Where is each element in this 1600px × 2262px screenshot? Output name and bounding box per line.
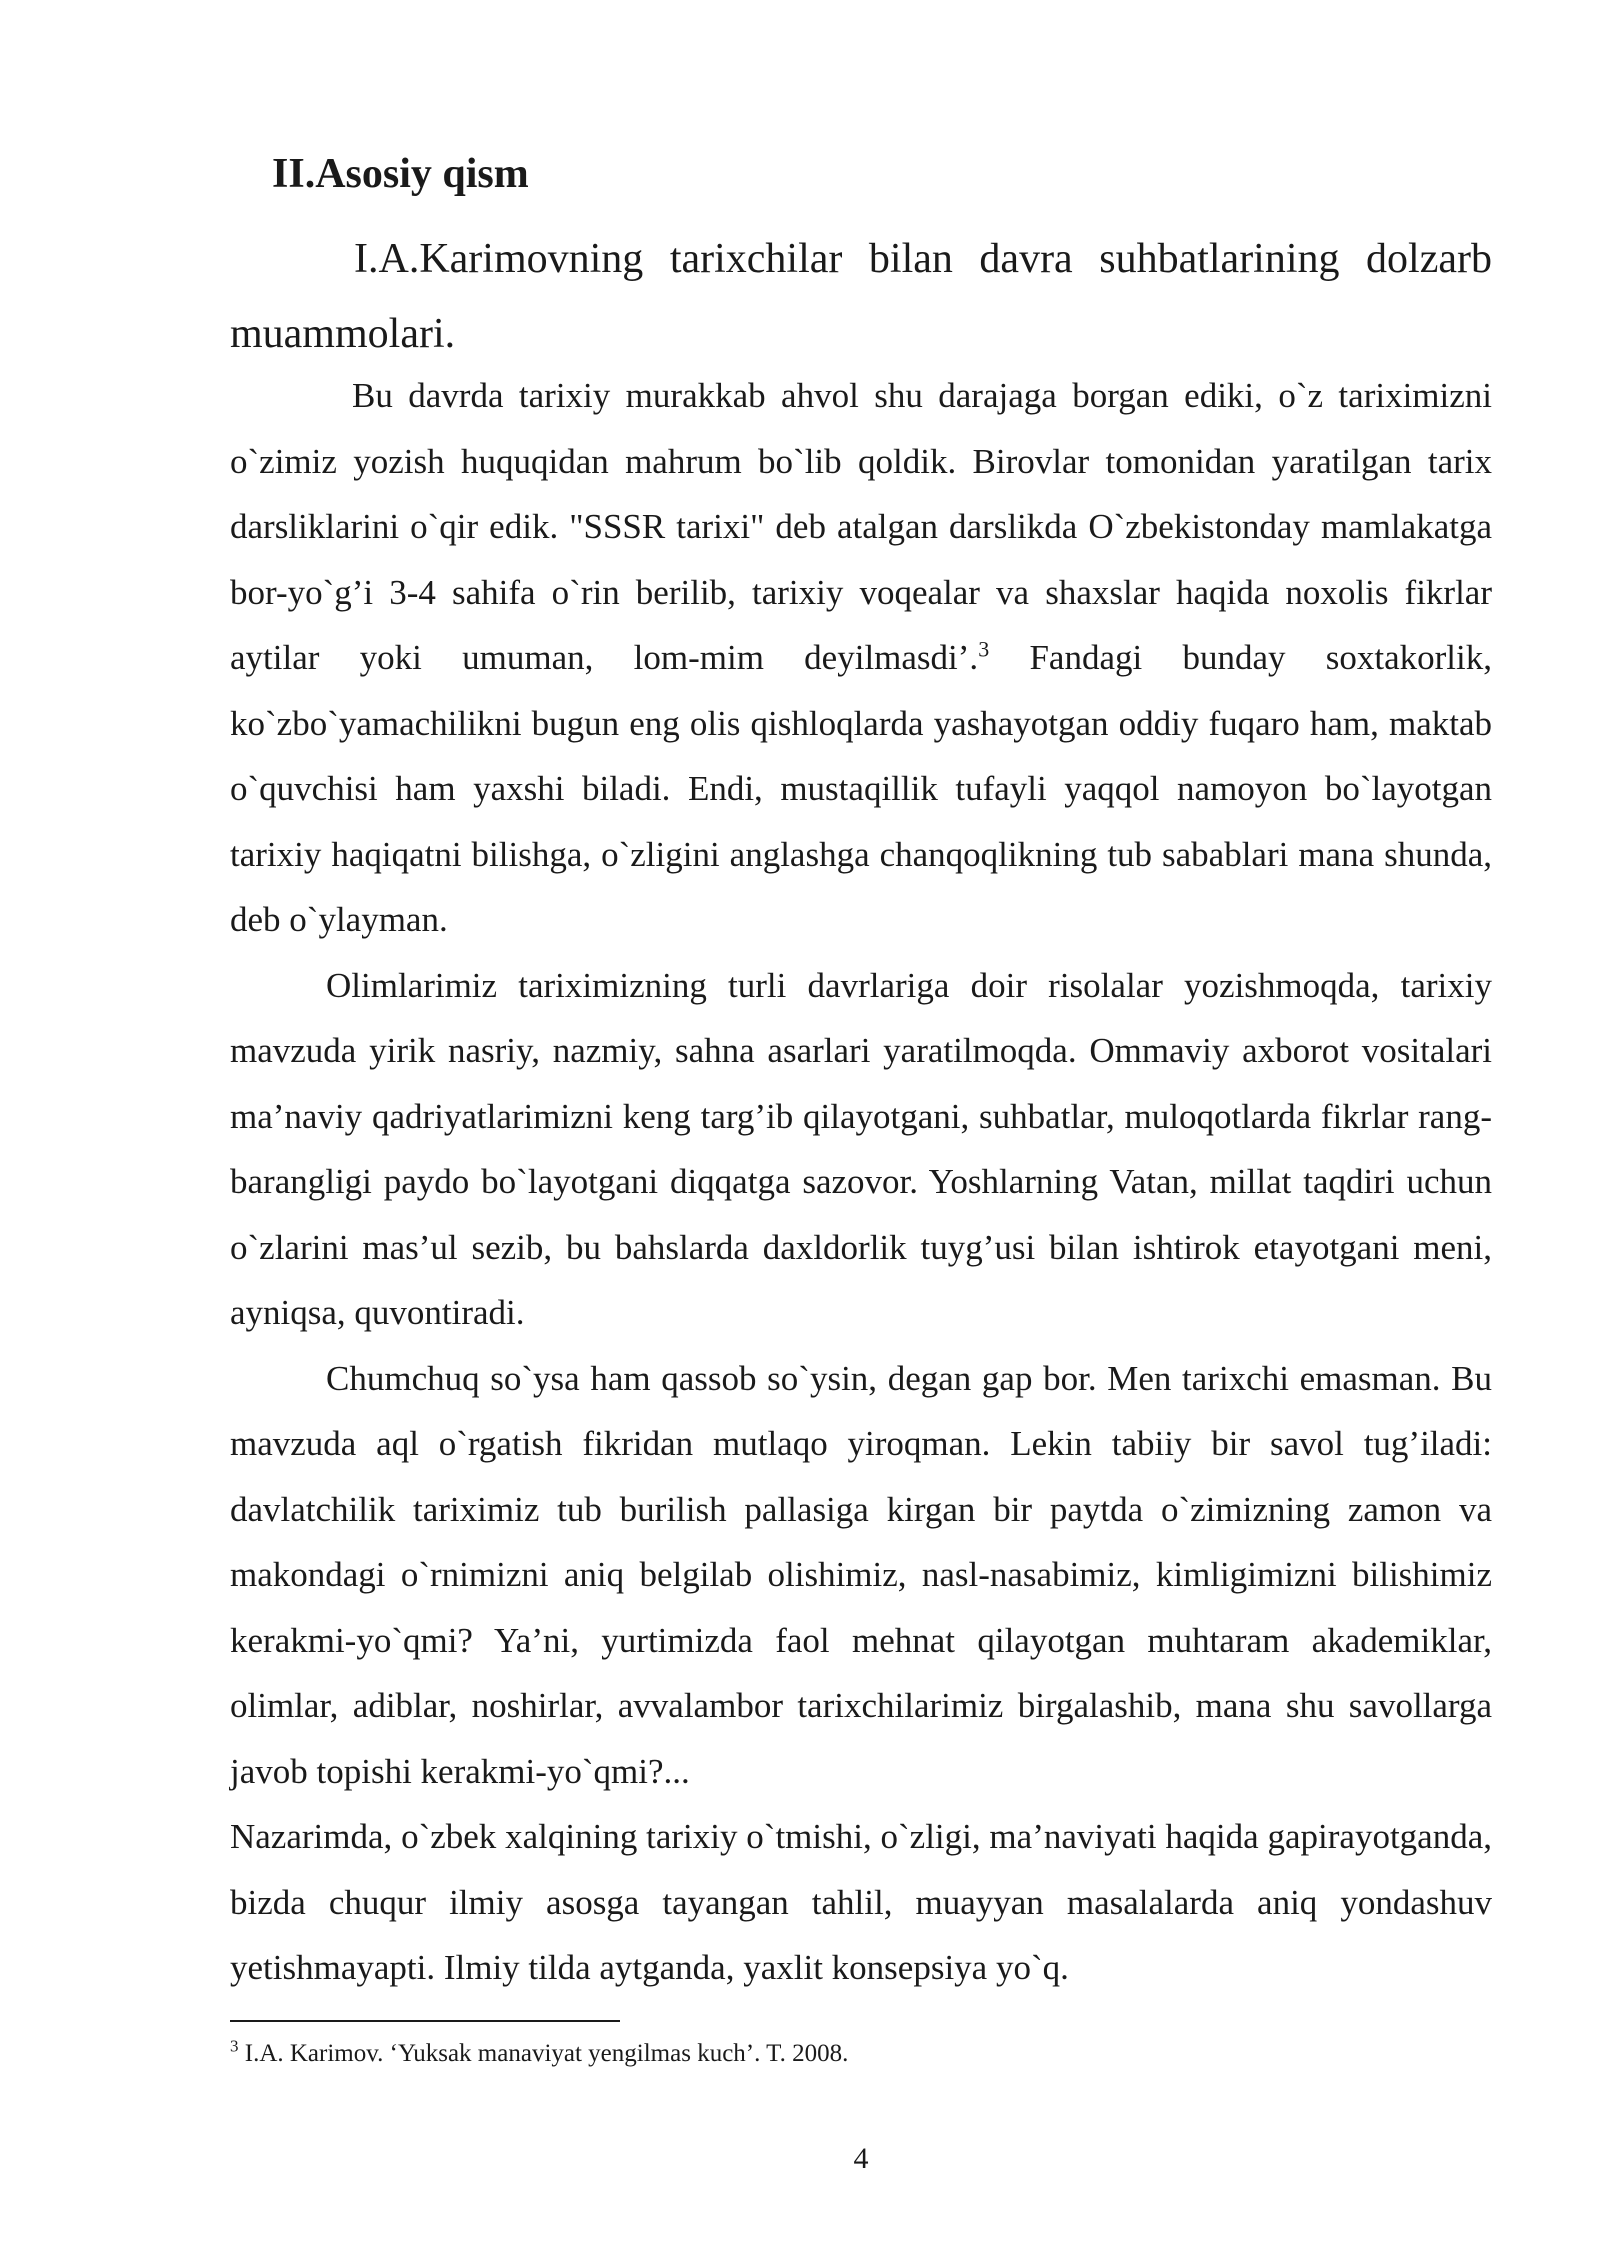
paragraph-4: Nazarimda, o`zbek xalqining tarixiy o`tmishi, o`zligi, ma’naviyati haqida gapirayotganda, bizda chuqur ilmiy asosga tayangan tahlil, muayyan masalalarda aniq yondashuv yetishmayapti. Ilmiy tilda aytganda, yaxlit konsepsiya yo`q. — [230, 1817, 1492, 1987]
paragraph-1-tail: Fandagi bunday soxtakorlik, ko`zbo`yamachilikni bugun eng olis qishloqlarda yashayotgan oddiy fuqaro ham, maktab o`quvchisi ham yaxshi biladi. Endi, mustaqillik tufayli yaqqol namoyon bo`layotgan tarixiy haqiqatni bilishga, o`zligini anglashga chanqoqlikning tub sabablari mana shunda, deb o`ylayman. — [230, 638, 1493, 939]
paragraph-3: Chumchuq so`ysa ham qassob so`ysin, degan gap bor. Men tarixchi emasman. Bu mavzuda aql o`rgatish fikridan mutlaqo yiroqman. Lekin tabiiy bir savol tug’iladi: davlatchilik tariximiz tub burilish pallasiga kirgan bir paytda o`zimizning zamon va makondagi o`rnimizni aniq belgilab olishimiz, nasl-nasabimiz, kimligimizni bilishimiz kerakmi-yo`qmi? Ya’ni, yurtimizda faol mehnat qilayotgan muhtaram akademiklar, olimlar, adiblar, noshirlar, avvalambor tarixchilarimiz birgalashib, mana shu savollarga javob topishi kerakmi-yo`qmi?... — [230, 1358, 1492, 1791]
section-subtitle: I.A.Karimovning tarixchilar bilan davra suhbatlarining dolzarb muammolari. — [230, 236, 1492, 357]
footnote-divider — [230, 2020, 620, 2022]
paragraph-2: Olimlarimiz tariximizning turli davrlariga doir risolalar yozishmoqda, tarixiy mavzuda yirik nasriy, nazmiy, sahna asarlari yaratilmoqda. Ommaviy axborot vositalari ma’naviy qadriyatlarimizni keng targ’ib qilayotgani, suhbatlar, muloqotlarda fikrlar rang-barangligi paydo bo`layotgani diqqatga sazovor. Yoshlarning Vatan, millat taqdiri uchun o`zlarini mas’ul sezib, bu bahslarda daxldorlik tuyg’usi bilan ishtirok etayotgani meni, ayniqsa, quvontiradi. — [230, 965, 1492, 1332]
page-number: 4 — [853, 2142, 869, 2175]
paragraph-1-text: Bu davrda tarixiy murakkab ahvol shu darajaga borgan ediki, o`z tariximizni o`zimiz yozish huquqidan mahrum bo`lib qoldik. Birovlar tomonidan yaratilgan tarix darsliklarini o`qir edik. "SSSR tarixi" deb atalgan darslikda O`zbekistonday mamlakatga bor-yo`g’i 3-4 sahifa o`rin berilib, tarixiy voqealar va shaxslar haqida noxolis fikrlar aytilar yoki umuman, lom-mim deyilmasdi’. — [230, 376, 1492, 677]
footnote — [230, 2036, 849, 2068]
paragraph-1 — [230, 363, 1492, 953]
footnote-number: 3 — [230, 2036, 239, 2056]
footnote-text: I.A. Karimov. ‘Yuksak manaviyat yengilmas kuch’. T. 2008. — [238, 2040, 849, 2067]
body-text — [230, 363, 1492, 2001]
section-heading: II.Asosiy qism — [272, 151, 529, 197]
footnote-reference: 3 — [978, 636, 990, 662]
